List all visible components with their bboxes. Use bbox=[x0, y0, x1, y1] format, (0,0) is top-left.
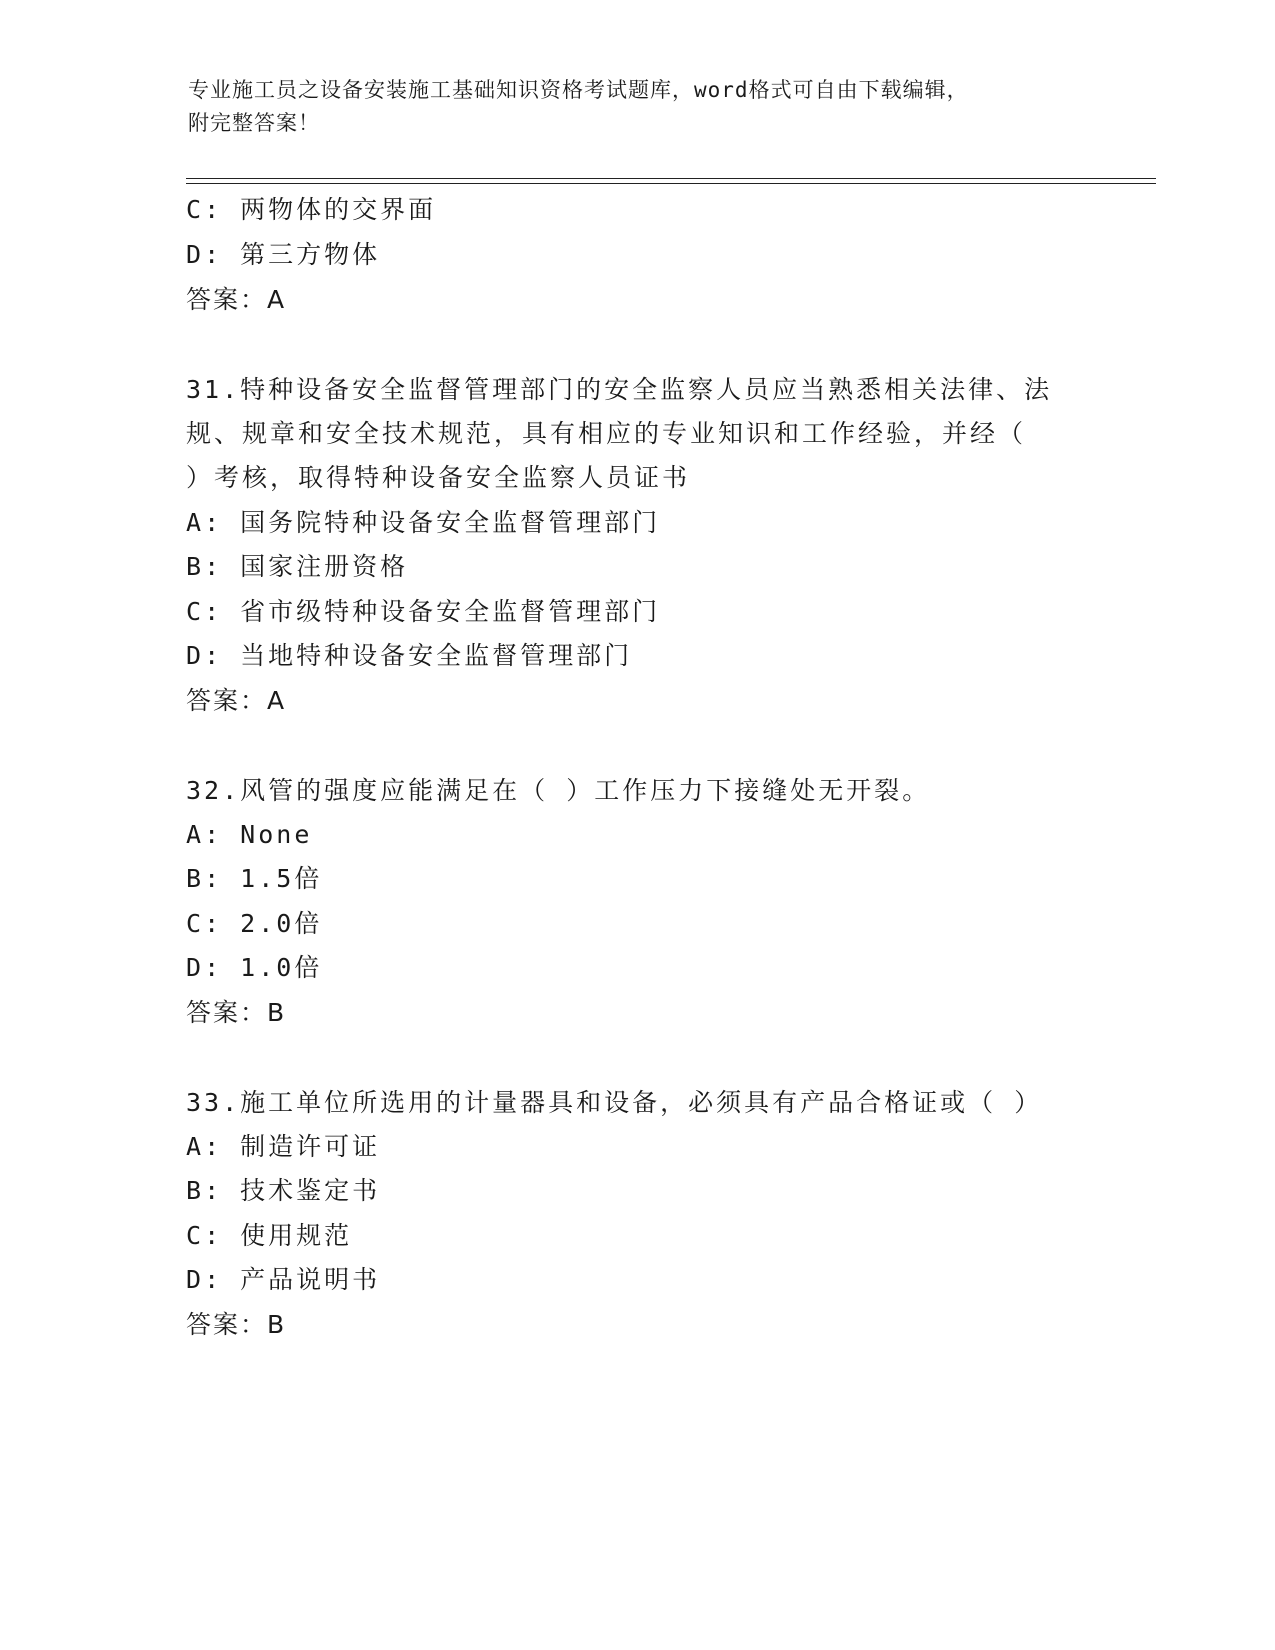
answer-value: B bbox=[267, 1310, 287, 1339]
option-d: D: 1.0倍 bbox=[186, 953, 323, 982]
option-letter: C bbox=[186, 195, 205, 224]
option-letter: D bbox=[186, 641, 205, 670]
option-text: 第三方物体 bbox=[240, 240, 381, 269]
document-header bbox=[188, 74, 1068, 140]
question-stem-line: ）考核，取得特种设备安全监察人员证书 bbox=[186, 463, 691, 492]
option-letter: D bbox=[186, 1265, 205, 1294]
answer-prefix: 答案： bbox=[186, 1310, 268, 1339]
option-letter: B bbox=[186, 1176, 205, 1205]
option-text: 国务院特种设备安全监督管理部门 bbox=[240, 508, 661, 537]
option-d: D: 产品说明书 bbox=[186, 1265, 381, 1294]
option-text: 两物体的交界面 bbox=[240, 195, 437, 224]
option-text: 2.0倍 bbox=[240, 909, 323, 938]
option-letter: D bbox=[186, 953, 205, 982]
option-letter: A bbox=[186, 820, 205, 849]
answer-value: A bbox=[267, 686, 287, 715]
answer-value: A bbox=[267, 285, 287, 314]
option-letter: A bbox=[186, 508, 205, 537]
option-b: B: 1.5倍 bbox=[186, 864, 323, 893]
question-stem-line: 32.风管的强度应能满足在（ ）工作压力下接缝处无开裂。 bbox=[186, 776, 931, 805]
option-letter: C bbox=[186, 909, 205, 938]
option-letter: B bbox=[186, 552, 205, 581]
option-c: C: 2.0倍 bbox=[186, 909, 323, 938]
answer-line bbox=[186, 998, 286, 1028]
answer-prefix: 答案： bbox=[186, 686, 268, 715]
option-a: A: 制造许可证 bbox=[186, 1132, 381, 1161]
option-b: B: 国家注册资格 bbox=[186, 552, 409, 581]
question-stem-line: 33.施工单位所选用的计量器具和设备，必须具有产品合格证或（ ） bbox=[186, 1088, 1043, 1117]
header-line-1: 专业施工员之设备安装施工基础知识资格考试题库，word格式可自由下载编辑， bbox=[188, 78, 969, 102]
answer-prefix: 答案： bbox=[186, 285, 268, 314]
option-letter: C bbox=[186, 597, 205, 626]
option-text: 当地特种设备安全监督管理部门 bbox=[240, 641, 633, 670]
header-rule-bottom bbox=[186, 183, 1156, 184]
option-c: C: 省市级特种设备安全监督管理部门 bbox=[186, 597, 661, 626]
answer-line bbox=[186, 686, 286, 716]
option-c: C: 使用规范 bbox=[186, 1221, 353, 1250]
answer-value: B bbox=[267, 998, 287, 1027]
option-letter: A bbox=[186, 1132, 205, 1161]
header-line-2: 附完整答案！ bbox=[188, 111, 320, 135]
answer-line bbox=[186, 285, 286, 315]
option-text: 制造许可证 bbox=[240, 1132, 381, 1161]
option-text: None bbox=[240, 820, 313, 849]
option-letter: C bbox=[186, 1221, 205, 1250]
option-text: 技术鉴定书 bbox=[240, 1176, 381, 1205]
option-text: 使用规范 bbox=[240, 1221, 353, 1250]
answer-line bbox=[186, 1310, 286, 1340]
option-c: C: 两物体的交界面 bbox=[186, 195, 437, 224]
option-d: D: 第三方物体 bbox=[186, 240, 381, 269]
option-d: D: 当地特种设备安全监督管理部门 bbox=[186, 641, 633, 670]
option-text: 国家注册资格 bbox=[240, 552, 409, 581]
option-text: 产品说明书 bbox=[240, 1265, 381, 1294]
option-b: B: 技术鉴定书 bbox=[186, 1176, 381, 1205]
option-text: 1.5倍 bbox=[240, 864, 323, 893]
option-a: A: None bbox=[186, 820, 313, 849]
question-stem-line: 规、规章和安全技术规范，具有相应的专业知识和工作经验，并经（ bbox=[186, 419, 1027, 448]
option-text: 1.0倍 bbox=[240, 953, 323, 982]
option-text: 省市级特种设备安全监督管理部门 bbox=[240, 597, 661, 626]
option-a: A: 国务院特种设备安全监督管理部门 bbox=[186, 508, 661, 537]
header-rule-top bbox=[186, 178, 1156, 179]
option-letter: D bbox=[186, 240, 205, 269]
answer-prefix: 答案： bbox=[186, 998, 268, 1027]
option-letter: B bbox=[186, 864, 205, 893]
question-stem-line: 31.特种设备安全监督管理部门的安全监察人员应当熟悉相关法律、法 bbox=[186, 375, 1053, 404]
